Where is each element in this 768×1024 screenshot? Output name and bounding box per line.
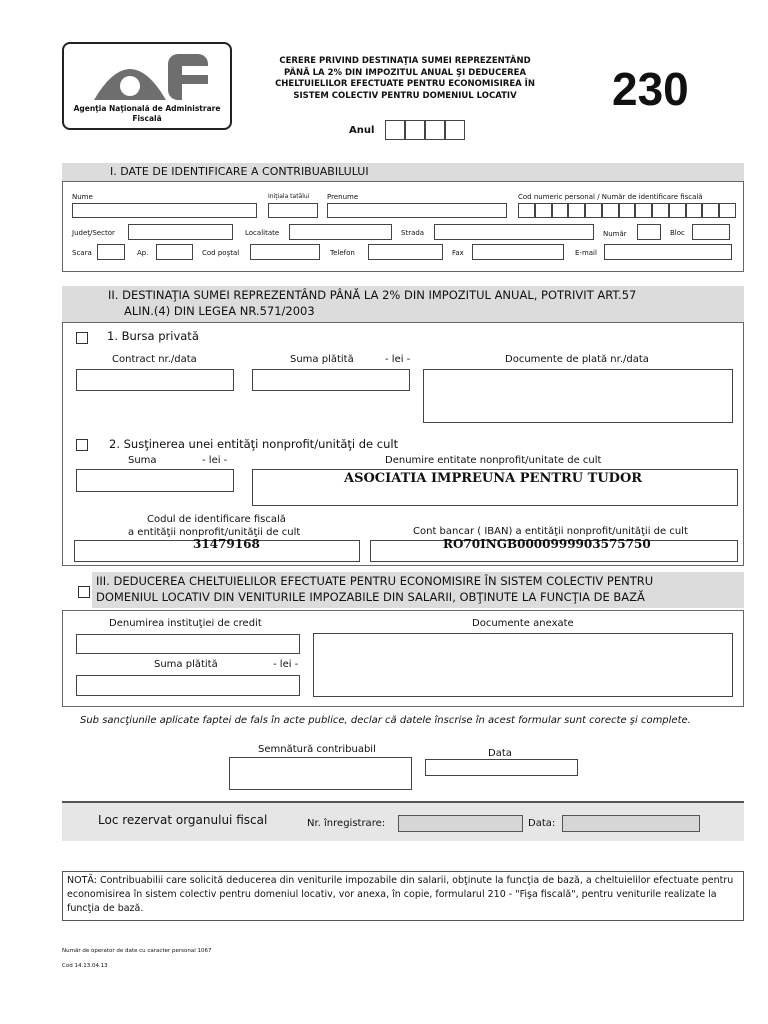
- localitate-label: Localitate: [245, 229, 280, 237]
- institutie-label: Denumirea instituţiei de credit: [109, 618, 262, 629]
- documente-anexate-label: Documente anexate: [472, 618, 574, 629]
- telefon-field[interactable]: [368, 244, 443, 260]
- contract-field[interactable]: [76, 369, 234, 391]
- declaration-text: Sub sancţiunile aplicate faptei de fals în acte publice, declar că datele înscrise în acest formular sunt corecte şi complete.: [80, 715, 691, 726]
- iban-label: Cont bancar ( IBAN) a entităţii nonprofit/unităţii de cult: [413, 526, 688, 537]
- denumire-label: Denumire entitate nonprofit/unitate de cult: [385, 455, 602, 466]
- documente-anexate-field[interactable]: [313, 633, 733, 697]
- nr-inregistrare-label: Nr. înregistrare:: [307, 818, 386, 829]
- cnp-digit[interactable]: [585, 203, 602, 218]
- section2-title-line2: ALIN.(4) DIN LEGEA NR.571/2003: [124, 304, 315, 318]
- sustinere-checkbox[interactable]: [76, 439, 88, 451]
- cnp-digit[interactable]: [518, 203, 535, 218]
- cnp-digit[interactable]: [535, 203, 552, 218]
- cnp-digit[interactable]: [568, 203, 585, 218]
- suma-label: Suma: [128, 455, 157, 466]
- cnp-digit[interactable]: [635, 203, 652, 218]
- form-number: 230: [612, 63, 689, 115]
- fiscal-title: Loc rezervat organului fiscal: [98, 813, 268, 827]
- cnp-digit[interactable]: [686, 203, 703, 218]
- cif-label-line2: a entităţii nonprofit/unităţii de cult: [128, 527, 301, 538]
- note-box: [62, 871, 744, 921]
- ap-field[interactable]: [156, 244, 193, 260]
- section3-header: [92, 572, 744, 608]
- ap-label: Ap.: [137, 249, 149, 257]
- initiala-field[interactable]: [268, 203, 318, 218]
- prenume-label: Prenume: [327, 193, 359, 201]
- fiscal-area: [62, 801, 744, 841]
- agency-name-line1: Agenţia Naţională de Administrare: [73, 104, 221, 113]
- bloc-label: Bloc: [670, 229, 685, 237]
- initiala-label: Iniţiala tatălui: [268, 193, 310, 200]
- email-field[interactable]: [604, 244, 732, 260]
- cod-postal-field[interactable]: [250, 244, 320, 260]
- title-line: PÂNĂ LA 2% DIN IMPOZITUL ANUAL ŞI DEDUCEREA: [283, 67, 527, 78]
- cnp-digit[interactable]: [669, 203, 686, 218]
- sustinere-label: 2. Susţinerea unei entităţi nonprofit/unităţi de cult: [109, 437, 399, 451]
- documente-plata-field[interactable]: [423, 369, 733, 423]
- strada-field[interactable]: [434, 224, 594, 240]
- suma-platita-field[interactable]: [76, 675, 300, 696]
- date-field[interactable]: [425, 759, 578, 776]
- cnp-digit[interactable]: [702, 203, 719, 218]
- lei-label: - lei -: [385, 354, 411, 365]
- numar-field[interactable]: [637, 224, 661, 240]
- logo-mark-icon: [86, 48, 214, 104]
- email-label: E-mail: [575, 249, 597, 257]
- bloc-field[interactable]: [692, 224, 730, 240]
- documente-plata-label: Documente de plată nr./data: [505, 354, 649, 365]
- institutie-field[interactable]: [76, 634, 300, 654]
- section3-checkbox[interactable]: [78, 586, 90, 598]
- strada-label: Strada: [401, 229, 425, 237]
- title-line: CERERE PRIVIND DESTINAŢIA SUMEI REPREZENTÂND: [279, 56, 531, 66]
- cnp-digit[interactable]: [619, 203, 636, 218]
- suma-platita-field[interactable]: [252, 369, 410, 391]
- judet-label: Judeţ/Sector: [72, 229, 115, 237]
- section1-header: [62, 163, 744, 181]
- iban-value: RO70INGB0000999903575750: [443, 537, 651, 551]
- title-line: CHELTUIELILOR EFECTUATE PENTRU ECONOMISIREA ÎN: [275, 79, 535, 89]
- cif-label-line1: Codul de identificare fiscală: [147, 514, 286, 525]
- form-code: Cod 14.13.04.13: [62, 963, 108, 969]
- lei-label: - lei -: [273, 659, 299, 670]
- judet-field[interactable]: [128, 224, 233, 240]
- cnp-digit[interactable]: [652, 203, 669, 218]
- section2-title-line1: II. DESTINAŢIA SUMEI REPREZENTÂND PÂNĂ LA 2% DIN IMPOZITUL ANUAL, POTRIVIT ART.57: [108, 288, 637, 302]
- denumire-value: ASOCIATIA IMPREUNA PENTRU TUDOR: [344, 471, 643, 486]
- title-line: SISTEM COLECTIV PENTRU DOMENIUL LOCATIV: [293, 90, 517, 101]
- contract-label: Contract nr./data: [112, 354, 197, 365]
- year-label: Anul: [349, 125, 375, 136]
- year-digit[interactable]: [425, 120, 445, 140]
- prenume-field[interactable]: [327, 203, 507, 218]
- bursa-checkbox[interactable]: [76, 332, 88, 344]
- cnp-digit[interactable]: [719, 203, 736, 218]
- year-digit[interactable]: [385, 120, 405, 140]
- date-label: Data: [488, 748, 512, 759]
- note-text: NOTĂ: Contribuabilii care solicită deducerea din veniturile impozabile din salarii, obţinute la funcţia de bază, a cheltuielilor efectuate pentru economisirea în sistem colectiv pentru domeniul locativ, vor anexa, în copie, formularul 210 - "Fişa fiscală", pentru veniturile realizate la funcţia de bază.: [67, 875, 734, 914]
- localitate-field[interactable]: [289, 224, 392, 240]
- nume-label: Nume: [72, 193, 93, 201]
- cif-value: 31479168: [193, 537, 260, 551]
- signature-field[interactable]: [229, 757, 412, 790]
- cnp-label: Cod numeric personal / Număr de identificare fiscală: [518, 193, 703, 201]
- signature-label: Semnătură contribuabil: [258, 744, 376, 755]
- section1-title: I. DATE DE IDENTIFICARE A CONTRIBUABILULUI: [110, 165, 369, 178]
- telefon-label: Telefon: [330, 249, 355, 257]
- year-field[interactable]: [385, 120, 465, 140]
- lei-label: - lei -: [202, 455, 228, 466]
- section2-header: [62, 286, 744, 322]
- fax-label: Fax: [452, 249, 464, 257]
- fiscal-date-field[interactable]: [562, 815, 700, 832]
- fax-field[interactable]: [472, 244, 564, 260]
- bursa-label: 1. Bursa privată: [107, 329, 199, 343]
- cnp-field[interactable]: [518, 203, 736, 218]
- form-title: [245, 56, 565, 102]
- fiscal-date-label: Data:: [528, 818, 556, 829]
- year-digit[interactable]: [445, 120, 465, 140]
- numar-label: Număr: [603, 230, 627, 238]
- suma-platita-label: Suma plătită: [154, 659, 218, 670]
- scara-label: Scara: [72, 249, 92, 257]
- cnp-digit[interactable]: [602, 203, 619, 218]
- cnp-digit[interactable]: [552, 203, 569, 218]
- suma-platita-label: Suma plătită: [290, 354, 354, 365]
- suma-field[interactable]: [76, 469, 234, 492]
- agency-logo: [62, 42, 232, 130]
- cod-postal-label: Cod poştal: [202, 249, 240, 257]
- nume-field[interactable]: [72, 203, 257, 218]
- scara-field[interactable]: [97, 244, 125, 260]
- year-digit[interactable]: [405, 120, 425, 140]
- section3-title-line2: DOMENIUL LOCATIV DIN VENITURILE IMPOZABILE DIN SALARII, OBŢINUTE LA FUNCŢIA DE BAZĂ: [96, 590, 645, 604]
- operator-number: Număr de operator de date cu caracter personal 1067: [62, 948, 212, 954]
- nr-inregistrare-field[interactable]: [398, 815, 523, 832]
- agency-name-line2: Fiscală: [132, 114, 162, 123]
- section3-title-line1: III. DEDUCEREA CHELTUIELILOR EFECTUATE PENTRU ECONOMISIRE ÎN SISTEM COLECTIV PENTRU: [96, 574, 654, 588]
